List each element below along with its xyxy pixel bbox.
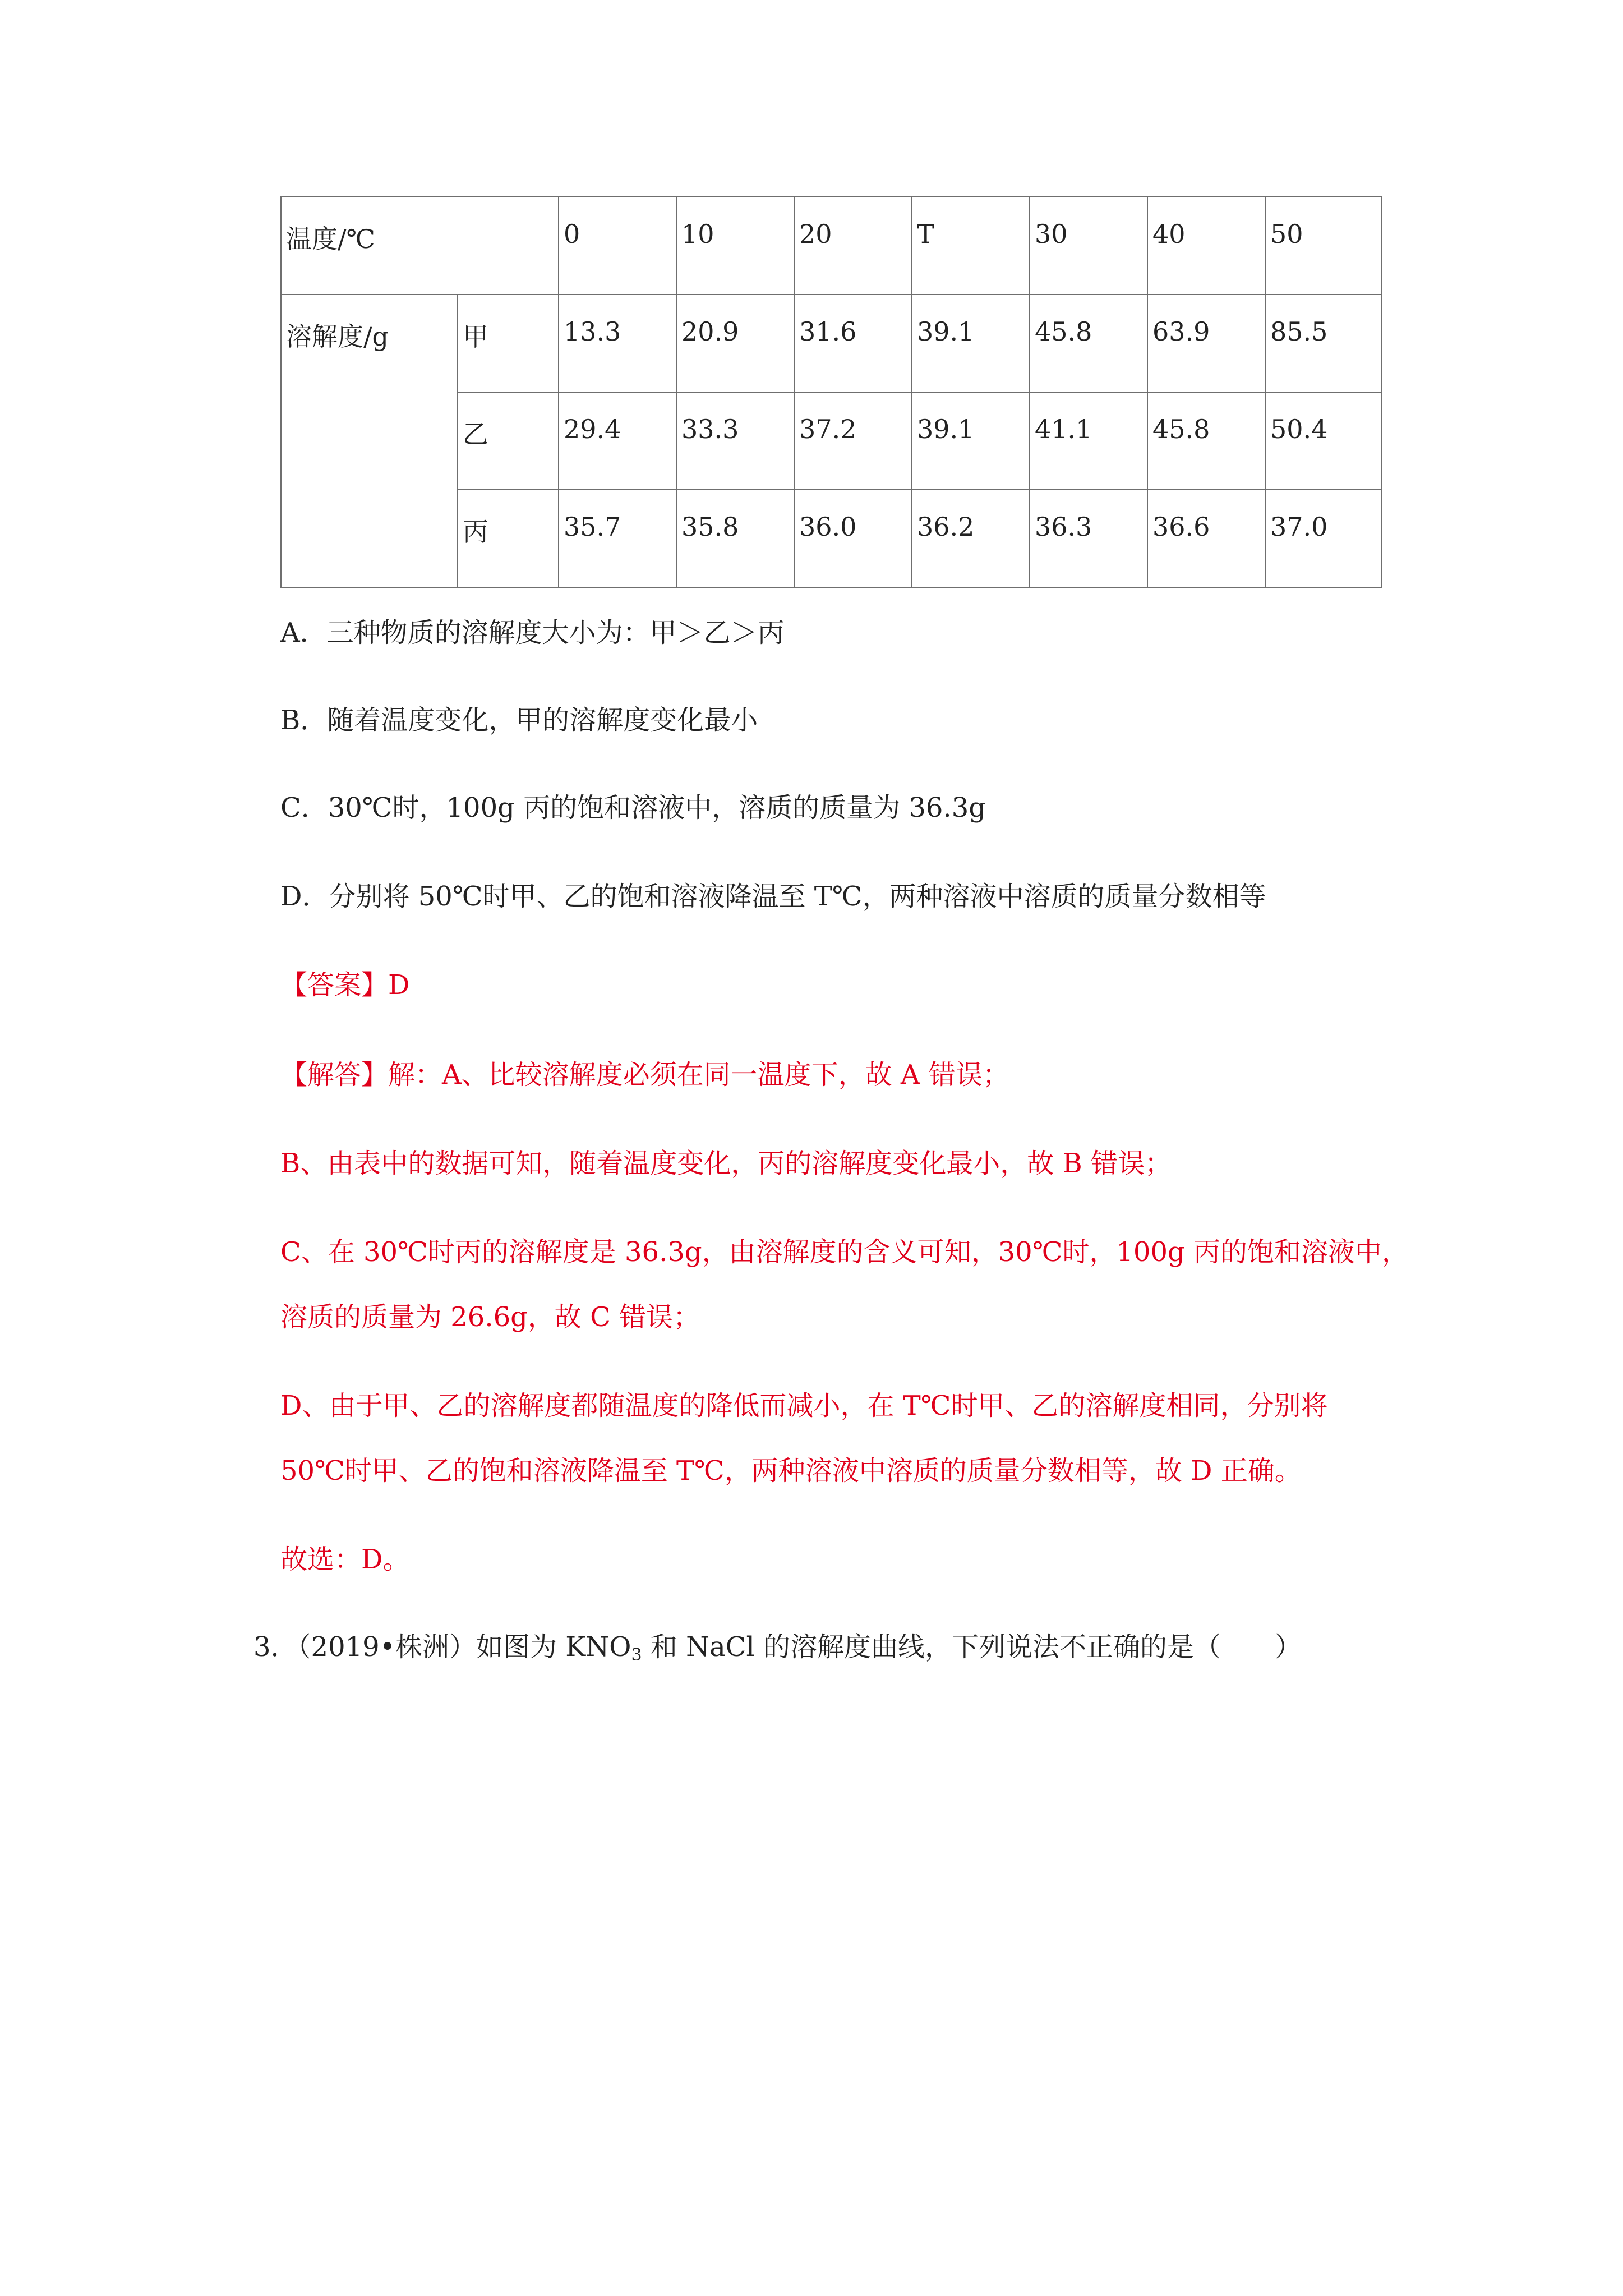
header-cell: 10 <box>676 197 794 295</box>
table-cell: 36.6 <box>1147 490 1265 587</box>
table-cell: 37.0 <box>1265 490 1381 587</box>
header-cell: 40 <box>1147 197 1265 295</box>
question-3-subscript: 3 <box>631 1645 642 1665</box>
option-b: B．随着温度变化，甲的溶解度变化最小 <box>280 705 758 736</box>
option-d: D．分别将 50℃时甲、乙的饱和溶液降温至 T℃，两种溶液中溶质的质量分数相等 <box>280 881 1266 912</box>
analysis-line: 溶质的质量为 26.6g，故 C 错误； <box>280 1301 700 1333</box>
table-row <box>281 295 1381 392</box>
table-cell: 50.4 <box>1265 392 1381 490</box>
table-cell: 36.3 <box>1030 490 1147 587</box>
analysis-line: 50℃时甲、乙的饱和溶液降温至 T℃，两种溶液中溶质的质量分数相等，故 D 正确。 <box>280 1455 1302 1487</box>
table-cell: 39.1 <box>912 392 1030 490</box>
row-name: 丙 <box>458 490 559 587</box>
row-name: 乙 <box>458 392 559 490</box>
table-cell: 31.6 <box>794 295 912 392</box>
analysis-line: 故选：D。 <box>280 1544 410 1575</box>
option-a: A．三种物质的溶解度大小为：甲＞乙＞丙 <box>280 617 785 648</box>
header-cell: T <box>912 197 1030 295</box>
table-cell: 20.9 <box>676 295 794 392</box>
table-cell: 29.4 <box>559 392 676 490</box>
row-group-label: 溶解度/g <box>281 295 458 587</box>
question-3 <box>253 1630 1302 1672</box>
row-name: 甲 <box>458 295 559 392</box>
analysis-line: B、由表中的数据可知，随着温度变化，丙的溶解度变化最小，故 B 错误； <box>280 1148 1172 1179</box>
table-cell: 41.1 <box>1030 392 1147 490</box>
header-cell: 30 <box>1030 197 1147 295</box>
table-cell: 33.3 <box>676 392 794 490</box>
table-cell: 35.8 <box>676 490 794 587</box>
analysis-line: D、由于甲、乙的溶解度都随温度的降低而减小，在 T℃时甲、乙的溶解度相同，分别将 <box>280 1390 1328 1421</box>
table-cell: 45.8 <box>1030 295 1147 392</box>
table-cell: 35.7 <box>559 490 676 587</box>
solubility-table <box>280 196 1382 588</box>
question-3-suffix: 和 NaCl 的溶解度曲线，下列说法不正确的是（ ） <box>642 1631 1302 1663</box>
question-3-prefix: 3．（2019•株洲）如图为 KNO <box>253 1631 631 1663</box>
table-header-row <box>281 197 1381 295</box>
table-cell: 39.1 <box>912 295 1030 392</box>
analysis-line: 【解答】解：A、比较溶解度必须在同一温度下，故 A 错误； <box>280 1059 1009 1091</box>
table-cell: 85.5 <box>1265 295 1381 392</box>
analysis-line: C、在 30℃时丙的溶解度是 36.3g，由溶解度的含义可知，30℃时，100g 丙的饱和溶液中， <box>280 1236 1409 1268</box>
header-cell: 温度/℃ <box>281 197 559 295</box>
table-cell: 45.8 <box>1147 392 1265 490</box>
table-cell: 63.9 <box>1147 295 1265 392</box>
table-cell: 36.0 <box>794 490 912 587</box>
header-cell: 0 <box>559 197 676 295</box>
header-cell: 20 <box>794 197 912 295</box>
answer-line: 【答案】D <box>280 969 410 1001</box>
table-cell: 37.2 <box>794 392 912 490</box>
table-cell: 36.2 <box>912 490 1030 587</box>
table-cell: 13.3 <box>559 295 676 392</box>
header-cell: 50 <box>1265 197 1381 295</box>
option-c: C．30℃时，100g 丙的饱和溶液中，溶质的质量为 36.3g <box>280 792 986 823</box>
